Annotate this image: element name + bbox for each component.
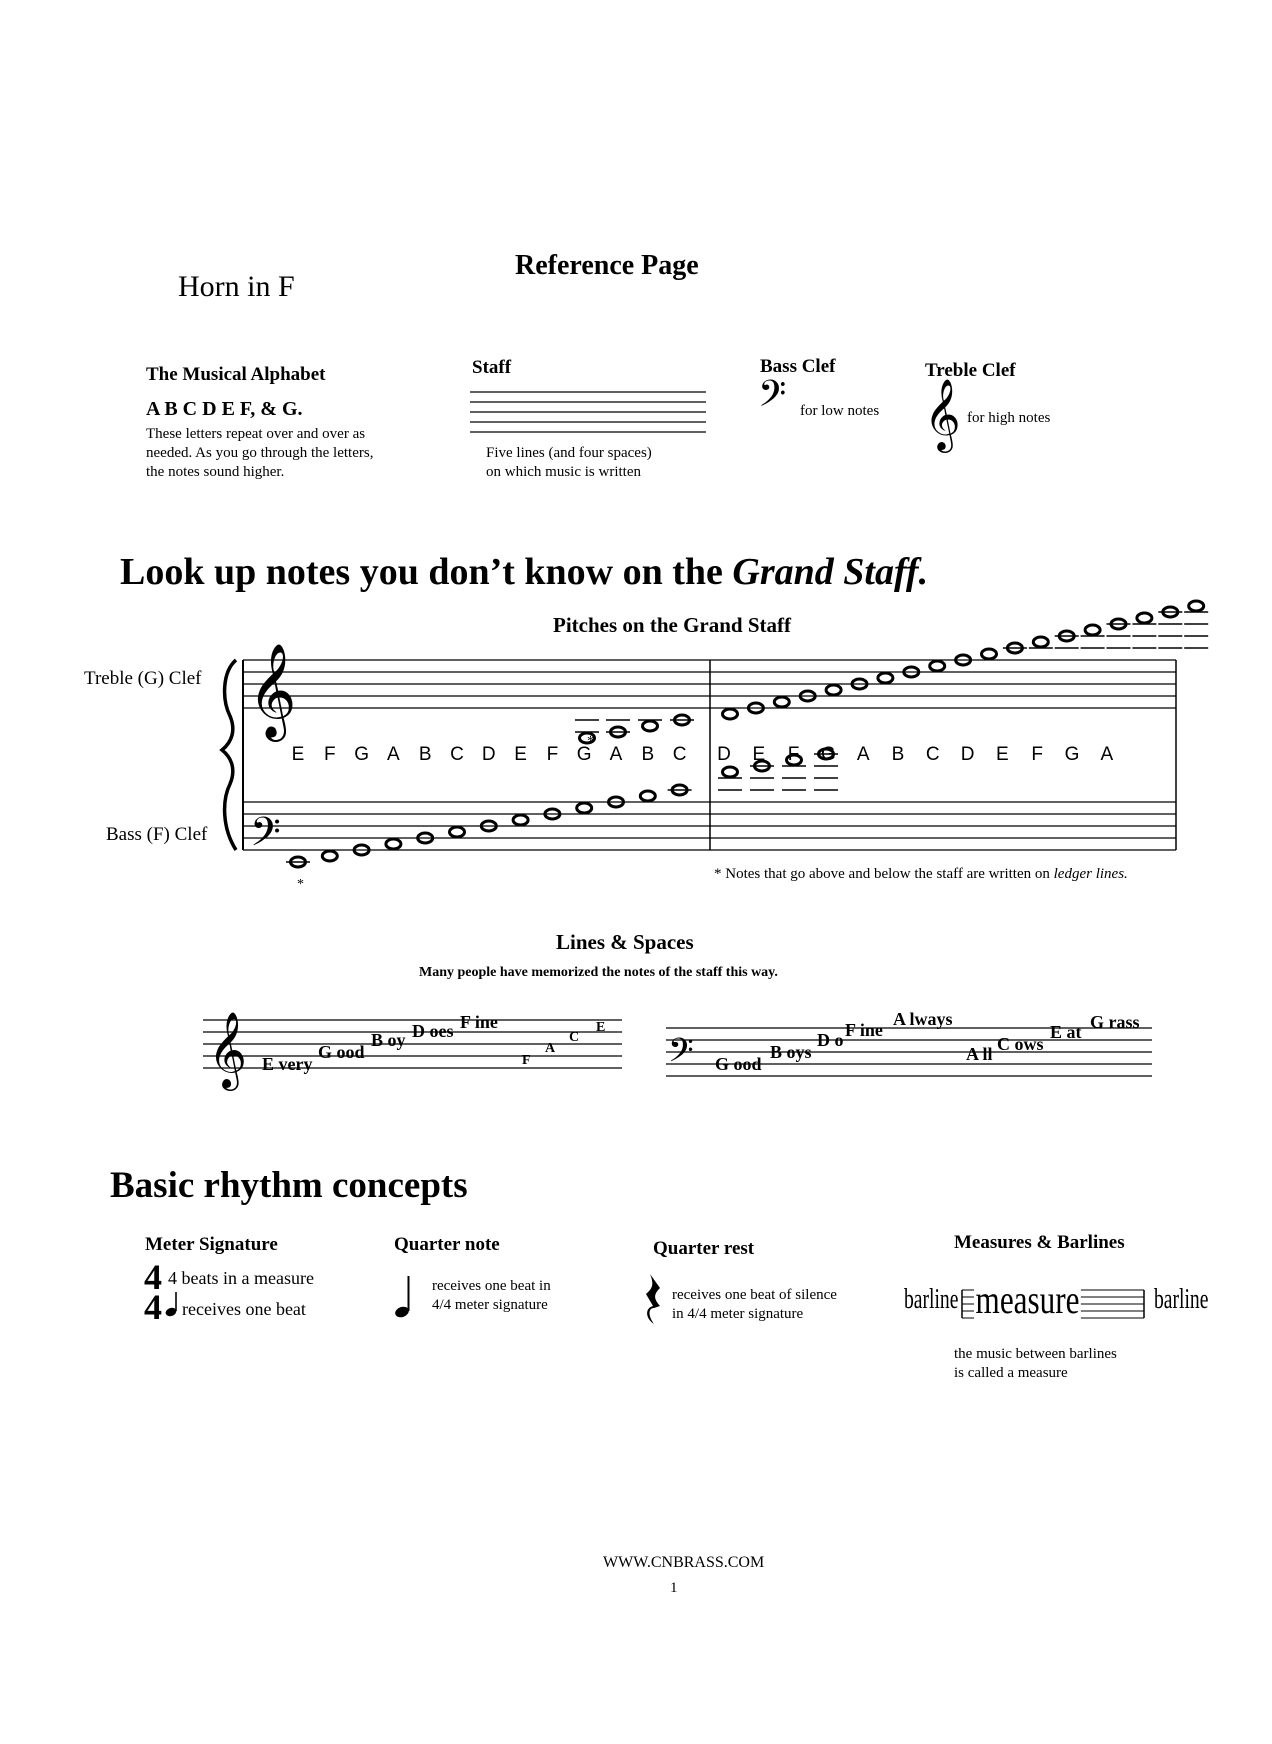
note-letter: B	[641, 744, 655, 765]
grand-staff-title: Pitches on the Grand Staff	[553, 613, 791, 637]
note-letter: A	[387, 744, 400, 765]
note-letter: A	[1100, 744, 1114, 765]
measures-desc-line: the music between barlines	[954, 1346, 1117, 1362]
staff-desc-line: Five lines (and four spaces)	[486, 445, 652, 461]
alphabet-desc-line: These letters repeat over and over as	[146, 426, 366, 442]
mnemonic-word: A lways	[893, 1009, 953, 1029]
note-letter: E	[752, 744, 766, 765]
note-letter: D	[481, 744, 496, 765]
quarter-note-description	[432, 1277, 551, 1315]
note-letter: D	[717, 744, 731, 765]
quarter-rest-desc-line: receives one beat of silence	[672, 1287, 837, 1303]
lines-spaces-title: Lines & Spaces	[556, 930, 694, 954]
treble-clef-label: Treble (G) Clef	[84, 668, 202, 689]
note-letter: B	[891, 744, 905, 765]
bass-clef-heading: Bass Clef	[760, 356, 836, 377]
note-letter: A	[856, 744, 870, 765]
meter-quarter-note-icon	[164, 1290, 182, 1318]
ledger-footnote-text: * Notes that go above and below the staff are written on	[714, 866, 1054, 882]
quarter-note-desc-line: receives one beat in	[432, 1278, 551, 1294]
meter-line1: 4 beats in a measure	[168, 1268, 314, 1288]
note-letter: F	[546, 744, 559, 765]
mnemonic-word: C ows	[997, 1034, 1044, 1054]
note-letter: E	[996, 744, 1009, 765]
note-letter: E	[291, 744, 305, 765]
treble-clef-heading: Treble Clef	[925, 360, 1016, 381]
note-letter: E	[514, 744, 527, 765]
page-number: 1	[670, 1580, 678, 1596]
bass-clef-description: for low notes	[800, 403, 880, 419]
note-letter: C	[450, 744, 464, 765]
meter-bottom-number: 4	[144, 1287, 162, 1327]
note-letter: C	[925, 744, 940, 765]
quarter-rest-icon	[640, 1272, 670, 1332]
mnemonic-word: A	[545, 1041, 556, 1056]
quarter-note-heading: Quarter note	[394, 1234, 500, 1255]
alphabet-desc-line: the notes sound higher.	[146, 464, 285, 480]
measures-desc-line: is called a measure	[954, 1365, 1068, 1381]
measures-description	[954, 1345, 1117, 1383]
measures-heading: Measures & Barlines	[954, 1232, 1125, 1253]
note-letter: A	[609, 744, 623, 765]
mnemonic-treble-clef-icon: 𝄞	[208, 1014, 248, 1087]
note-letter: B	[418, 744, 432, 765]
treble-clef-description: for high notes	[967, 410, 1051, 426]
note-letter: G	[1064, 744, 1080, 765]
mnemonic-word: D oes	[412, 1021, 454, 1041]
measure-label: measure	[975, 1277, 1080, 1322]
quarter-note-desc-line: 4/4 meter signature	[432, 1297, 548, 1313]
mnemonic-word: G rass	[1090, 1012, 1140, 1032]
alphabet-desc-line: needed. As you go through the letters,	[146, 445, 374, 461]
page-title: Reference Page	[515, 250, 699, 281]
meter-heading: Meter Signature	[145, 1234, 278, 1255]
note-letter: G	[354, 744, 369, 765]
quarter-rest-desc-line: in 4/4 meter signature	[672, 1306, 804, 1322]
quarter-rest-heading: Quarter rest	[653, 1238, 755, 1259]
barline-left-label: barline	[904, 1284, 959, 1315]
ledger-asterisk-bass: *	[297, 877, 304, 892]
barline-right-label: barline	[1154, 1284, 1209, 1315]
mnemonic-word: D o	[817, 1030, 844, 1050]
mnemonic-word: B oys	[770, 1042, 812, 1062]
note-letter: G	[576, 744, 592, 765]
ledger-asterisk-treble: *	[587, 734, 594, 749]
mnemonic-word: E very	[262, 1054, 313, 1074]
note-letter: F	[323, 744, 336, 765]
alphabet-heading: The Musical Alphabet	[146, 364, 326, 385]
mnemonic-word: G ood	[715, 1054, 762, 1074]
ledger-footnote-italic: ledger lines.	[1053, 866, 1128, 882]
note-letter: D	[960, 744, 975, 765]
note-letter: G	[821, 744, 836, 765]
grand-staff-treble-clef-icon: 𝄞	[248, 645, 297, 736]
note-letter: F	[1031, 744, 1043, 765]
mnemonic-word: C	[569, 1030, 580, 1045]
grand-staff-bass-clef-icon: 𝄢	[250, 811, 281, 864]
mnemonic-word: G ood	[318, 1042, 365, 1062]
mnemonic-word: E at	[1050, 1022, 1082, 1042]
mnemonic-bass-clef-icon: 𝄢	[668, 1032, 694, 1077]
meter-top-number: 4	[144, 1257, 162, 1297]
mnemonic-word: E	[596, 1020, 606, 1035]
treble-clef-icon: 𝄞	[924, 381, 961, 449]
measure-illustration	[904, 1277, 1209, 1334]
meter-line2: receives one beat	[182, 1299, 306, 1319]
note-letter: C	[672, 744, 687, 765]
staff-desc-line: on which music is written	[486, 464, 641, 480]
mnemonic-word: F ine	[845, 1020, 883, 1040]
mnemonic-word: A ll	[966, 1044, 993, 1064]
alphabet-letters: A B C D E F, & G.	[146, 398, 303, 420]
staff-heading: Staff	[472, 357, 512, 378]
rhythm-heading: Basic rhythm concepts	[110, 1165, 468, 1206]
quarter-note-icon	[393, 1272, 417, 1322]
meter-signature	[144, 1257, 162, 1327]
note-letter: F	[787, 744, 800, 765]
quarter-rest-description	[672, 1286, 837, 1324]
mnemonic-word: F	[522, 1053, 531, 1068]
lines-spaces-subtitle: Many people have memorized the notes of the staff this way.	[419, 965, 778, 980]
bass-clef-label: Bass (F) Clef	[106, 824, 208, 845]
headline-text: Look up notes you don’t know on the	[120, 551, 733, 593]
bass-clef-icon: 𝄢	[758, 374, 787, 423]
footer-url: WWW.CNBRASS.COM	[603, 1554, 765, 1571]
instrument-label: Horn in F	[178, 270, 295, 303]
mnemonic-word: F ine	[460, 1012, 498, 1032]
mnemonic-word: B oy	[371, 1030, 406, 1050]
headline-italic: Grand Staff.	[732, 551, 929, 593]
